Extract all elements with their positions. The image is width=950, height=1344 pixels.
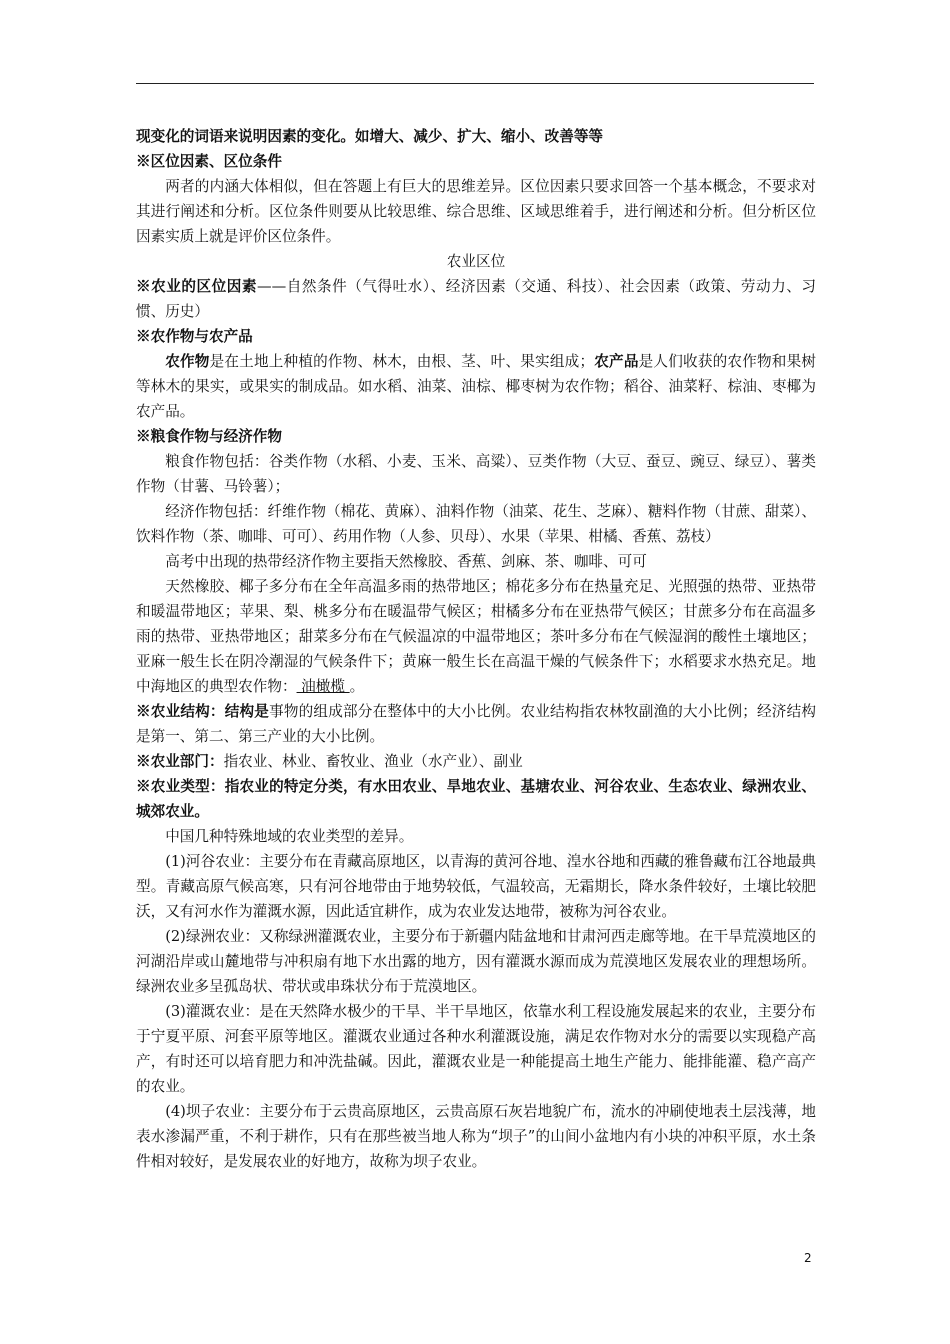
para-tropical-crops: 高考中出现的热带经济作物主要指天然橡胶、香蕉、剑麻、茶、咖啡、可可 — [165, 553, 647, 570]
para-crop-distribution — [136, 574, 816, 699]
sectors-text: 指农业、林业、畜牧业、渔业（水产业）、副业 — [223, 753, 523, 770]
para-oasis-agri: (2)绿洲农业：又称绿洲灌溉农业，主要分布于新疆内陆盆地和甘肃河西走廊等地。在干旱荒漠地区的河湖沿岸或山麓地带与冲积扇有地下水出露的地方，因有灌溉水源而成为荒漠地区发展农业的理想场所。绿洲农业多呈孤岛状、带状或串珠状分布于荒漠地区。 — [136, 928, 816, 995]
header-rule — [136, 83, 814, 84]
distribution-end: 。 — [349, 678, 365, 695]
para-grain-crops: 粮食作物包括：谷类作物（水稻、小麦、玉米、高粱）、豆类作物（大豆、蚕豆、豌豆、绿豆）、薯类作物（甘薯、马铃薯）； — [136, 453, 816, 495]
answer-blank: 油橄榄 — [296, 678, 350, 695]
product-def: 是人们收获的农作物和果树等林木的果实，或果实的制成品。如水稻、油菜、油棕、椰枣树为农作物；稻谷、油菜籽、棕油、枣椰为农产品。 — [136, 353, 816, 420]
heading-structure: ※农业结构：结构是 — [136, 703, 270, 720]
agri-location-text: ——自然条件（气得吐水）、经济因素（交通、科技）、社会因素（政策、劳动力、习惯、历史） — [136, 278, 816, 320]
para-crops — [136, 349, 816, 424]
para-irrigation-agri: (3)灌溉农业：是在天然降水极少的干旱、半干旱地区，依靠水利工程设施发展起来的农业，主要分布于宁夏平原、河套平原等地区。灌溉农业通过各种水利灌溉设施，满足农作物对水分的需要以实现稳产高产，有时还可以培育肥力和冲洗盐碱。因此，灌溉农业是一种能提高土地生产能力、能排能灌、稳产高产的农业。 — [136, 1003, 816, 1095]
heading-agri-location: ※农业的区位因素 — [136, 278, 257, 295]
heading-grain: ※粮食作物与经济作物 — [136, 428, 282, 445]
document-body — [136, 124, 816, 1174]
para-china-types: 中国几种特殊地域的农业类型的差异。 — [165, 828, 414, 845]
para-agri-location — [136, 274, 816, 324]
term-crop: 农作物 — [165, 353, 210, 370]
section-title: 农业区位 — [446, 253, 506, 270]
distribution-text: 天然橡胶、椰子多分布在全年高温多雨的热带地区；棉花多分布在热量充足、光照强的热带、亚热带和暖温带地区；苹果、梨、桃多分布在暖温带气候区；柑橘多分布在亚热带气候区；甘蔗多分布在高温多雨的热带、亚热带地区；甜菜多分布在气候温凉的中温带地区；茶叶多分布在气候湿润的酸性土壤地区；亚麻一般生长在阴冷潮湿的气候条件下；黄麻一般生长在高温干燥的气候条件下；水稻要求水热充足。地中海地区的典型农作物： — [136, 578, 816, 695]
heading-crops: ※农作物与农产品 — [136, 328, 253, 345]
para-cash-crops: 经济作物包括：纤维作物（棉花、黄麻）、油料作物（油菜、花生、芝麻）、糖料作物（甘蔗、甜菜）、饮料作物（茶、咖啡、可可）、药用作物（人参、贝母）、水果（苹果、柑橘、香蕉、荔枝） — [136, 503, 816, 545]
para-quwei: 两者的内涵大体相似，但在答题上有巨大的思维差异。区位因素只要求回答一个基本概念，不要求对其进行阐述和分析。区位条件则要从比较思维、综合思维、区域思维着手，进行阐述和分析。但分析区位因素实质上就是评价区位条件。 — [136, 178, 816, 245]
para-valley-agri: (1)河谷农业：主要分布在青藏高原地区，以青海的黄河谷地、湟水谷地和西藏的雅鲁藏布江谷地最典型。青藏高原气候高寒，只有河谷地带由于地势较低，气温较高，无霜期长，降水条件较好，土壤比较肥沃，又有河水作为灌溉水源，因此适宜耕作，成为农业发达地带，被称为河谷农业。 — [136, 853, 816, 920]
heading-types: ※农业类型：指农业的特定分类，有水田农业、旱地农业、基塘农业、河谷农业、生态农业、绿洲农业、城郊农业。 — [136, 778, 816, 820]
structure-text: 事物的组成部分在整体中的大小比例。农业结构指农林牧副渔的大小比例；经济结构是第一、第二、第三产业的大小比例。 — [136, 703, 816, 745]
para-sectors — [136, 749, 816, 774]
term-product: 农产品 — [594, 353, 639, 370]
heading-sectors: ※农业部门： — [136, 753, 224, 770]
heading-quwei: ※区位因素、区位条件 — [136, 153, 282, 170]
para-structure — [136, 699, 816, 749]
page-number: 2 — [804, 1251, 812, 1265]
line-continuation: 现变化的词语来说明因素的变化。如增大、减少、扩大、缩小、改善等等 — [136, 128, 604, 145]
para-bazi-agri: (4)坝子农业：主要分布于云贵高原地区，云贵高原石灰岩地貌广布，流水的冲刷使地表土层浅薄，地表水渗漏严重，不利于耕作，只有在那些被当地人称为“坝子”的山间小盆地内有小块的冲积平原，水土条件相对较好，是发展农业的好地方，故称为坝子农业。 — [136, 1103, 816, 1170]
crop-def: 是在土地上种植的作物、林木，由根、茎、叶、果实组成； — [209, 353, 595, 370]
